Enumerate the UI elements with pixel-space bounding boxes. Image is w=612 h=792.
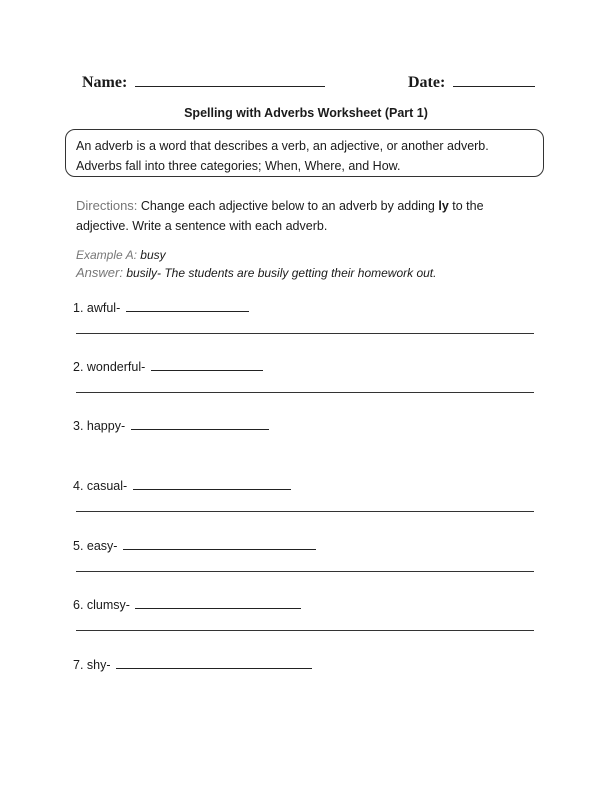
sentence-line[interactable] (76, 571, 534, 572)
answer-label: Answer: (76, 265, 123, 280)
name-line[interactable] (135, 72, 325, 87)
info-box (65, 129, 544, 177)
sentence-line[interactable] (76, 630, 534, 631)
date-field[interactable] (408, 72, 535, 92)
directions-text-1b: to the (448, 199, 484, 213)
item-label: 5. easy- (73, 539, 118, 553)
item-blank[interactable] (126, 297, 249, 312)
directions (76, 196, 546, 236)
info-line-2: Adverbs fall into three categories; When, Where, and How. (76, 159, 401, 173)
info-line-1: An adverb is a word that describes a verb, an adjective, or another adverb. (76, 139, 489, 153)
item-blank[interactable] (151, 356, 263, 371)
name-label: Name: (82, 74, 128, 91)
date-line[interactable] (453, 72, 535, 87)
name-field[interactable] (82, 72, 325, 92)
answer-text: busily- The students are busily getting their homework out. (126, 266, 437, 280)
item-2 (73, 356, 263, 374)
item-1 (73, 297, 249, 315)
directions-text-2: adjective. Write a sentence with each adverb. (76, 219, 328, 233)
worksheet-title: Spelling with Adverbs Worksheet (Part 1) (184, 106, 428, 120)
item-label: 7. shy- (73, 658, 111, 672)
item-label: 1. awful- (73, 301, 121, 315)
item-blank[interactable] (116, 654, 312, 669)
item-4 (73, 475, 291, 493)
sentence-line[interactable] (76, 511, 534, 512)
item-5 (73, 535, 316, 553)
date-label: Date: (408, 74, 446, 91)
item-blank[interactable] (131, 415, 269, 430)
item-label: 2. wonderful- (73, 360, 146, 374)
item-3 (73, 415, 269, 433)
item-6 (73, 594, 301, 612)
directions-ly: ly (438, 199, 449, 213)
item-label: 4. casual- (73, 479, 128, 493)
example (76, 246, 436, 282)
item-blank[interactable] (133, 475, 291, 490)
directions-text-1a: Change each adjective below to an adverb by adding (140, 199, 439, 213)
sentence-line[interactable] (76, 333, 534, 334)
item-blank[interactable] (135, 594, 301, 609)
item-label: 6. clumsy- (73, 598, 130, 612)
item-blank[interactable] (123, 535, 316, 550)
item-label: 3. happy- (73, 419, 126, 433)
example-label: Example A: (76, 248, 137, 262)
item-7 (73, 654, 312, 672)
directions-label: Directions: (76, 198, 138, 213)
sentence-line[interactable] (76, 392, 534, 393)
example-word: busy (140, 248, 166, 262)
